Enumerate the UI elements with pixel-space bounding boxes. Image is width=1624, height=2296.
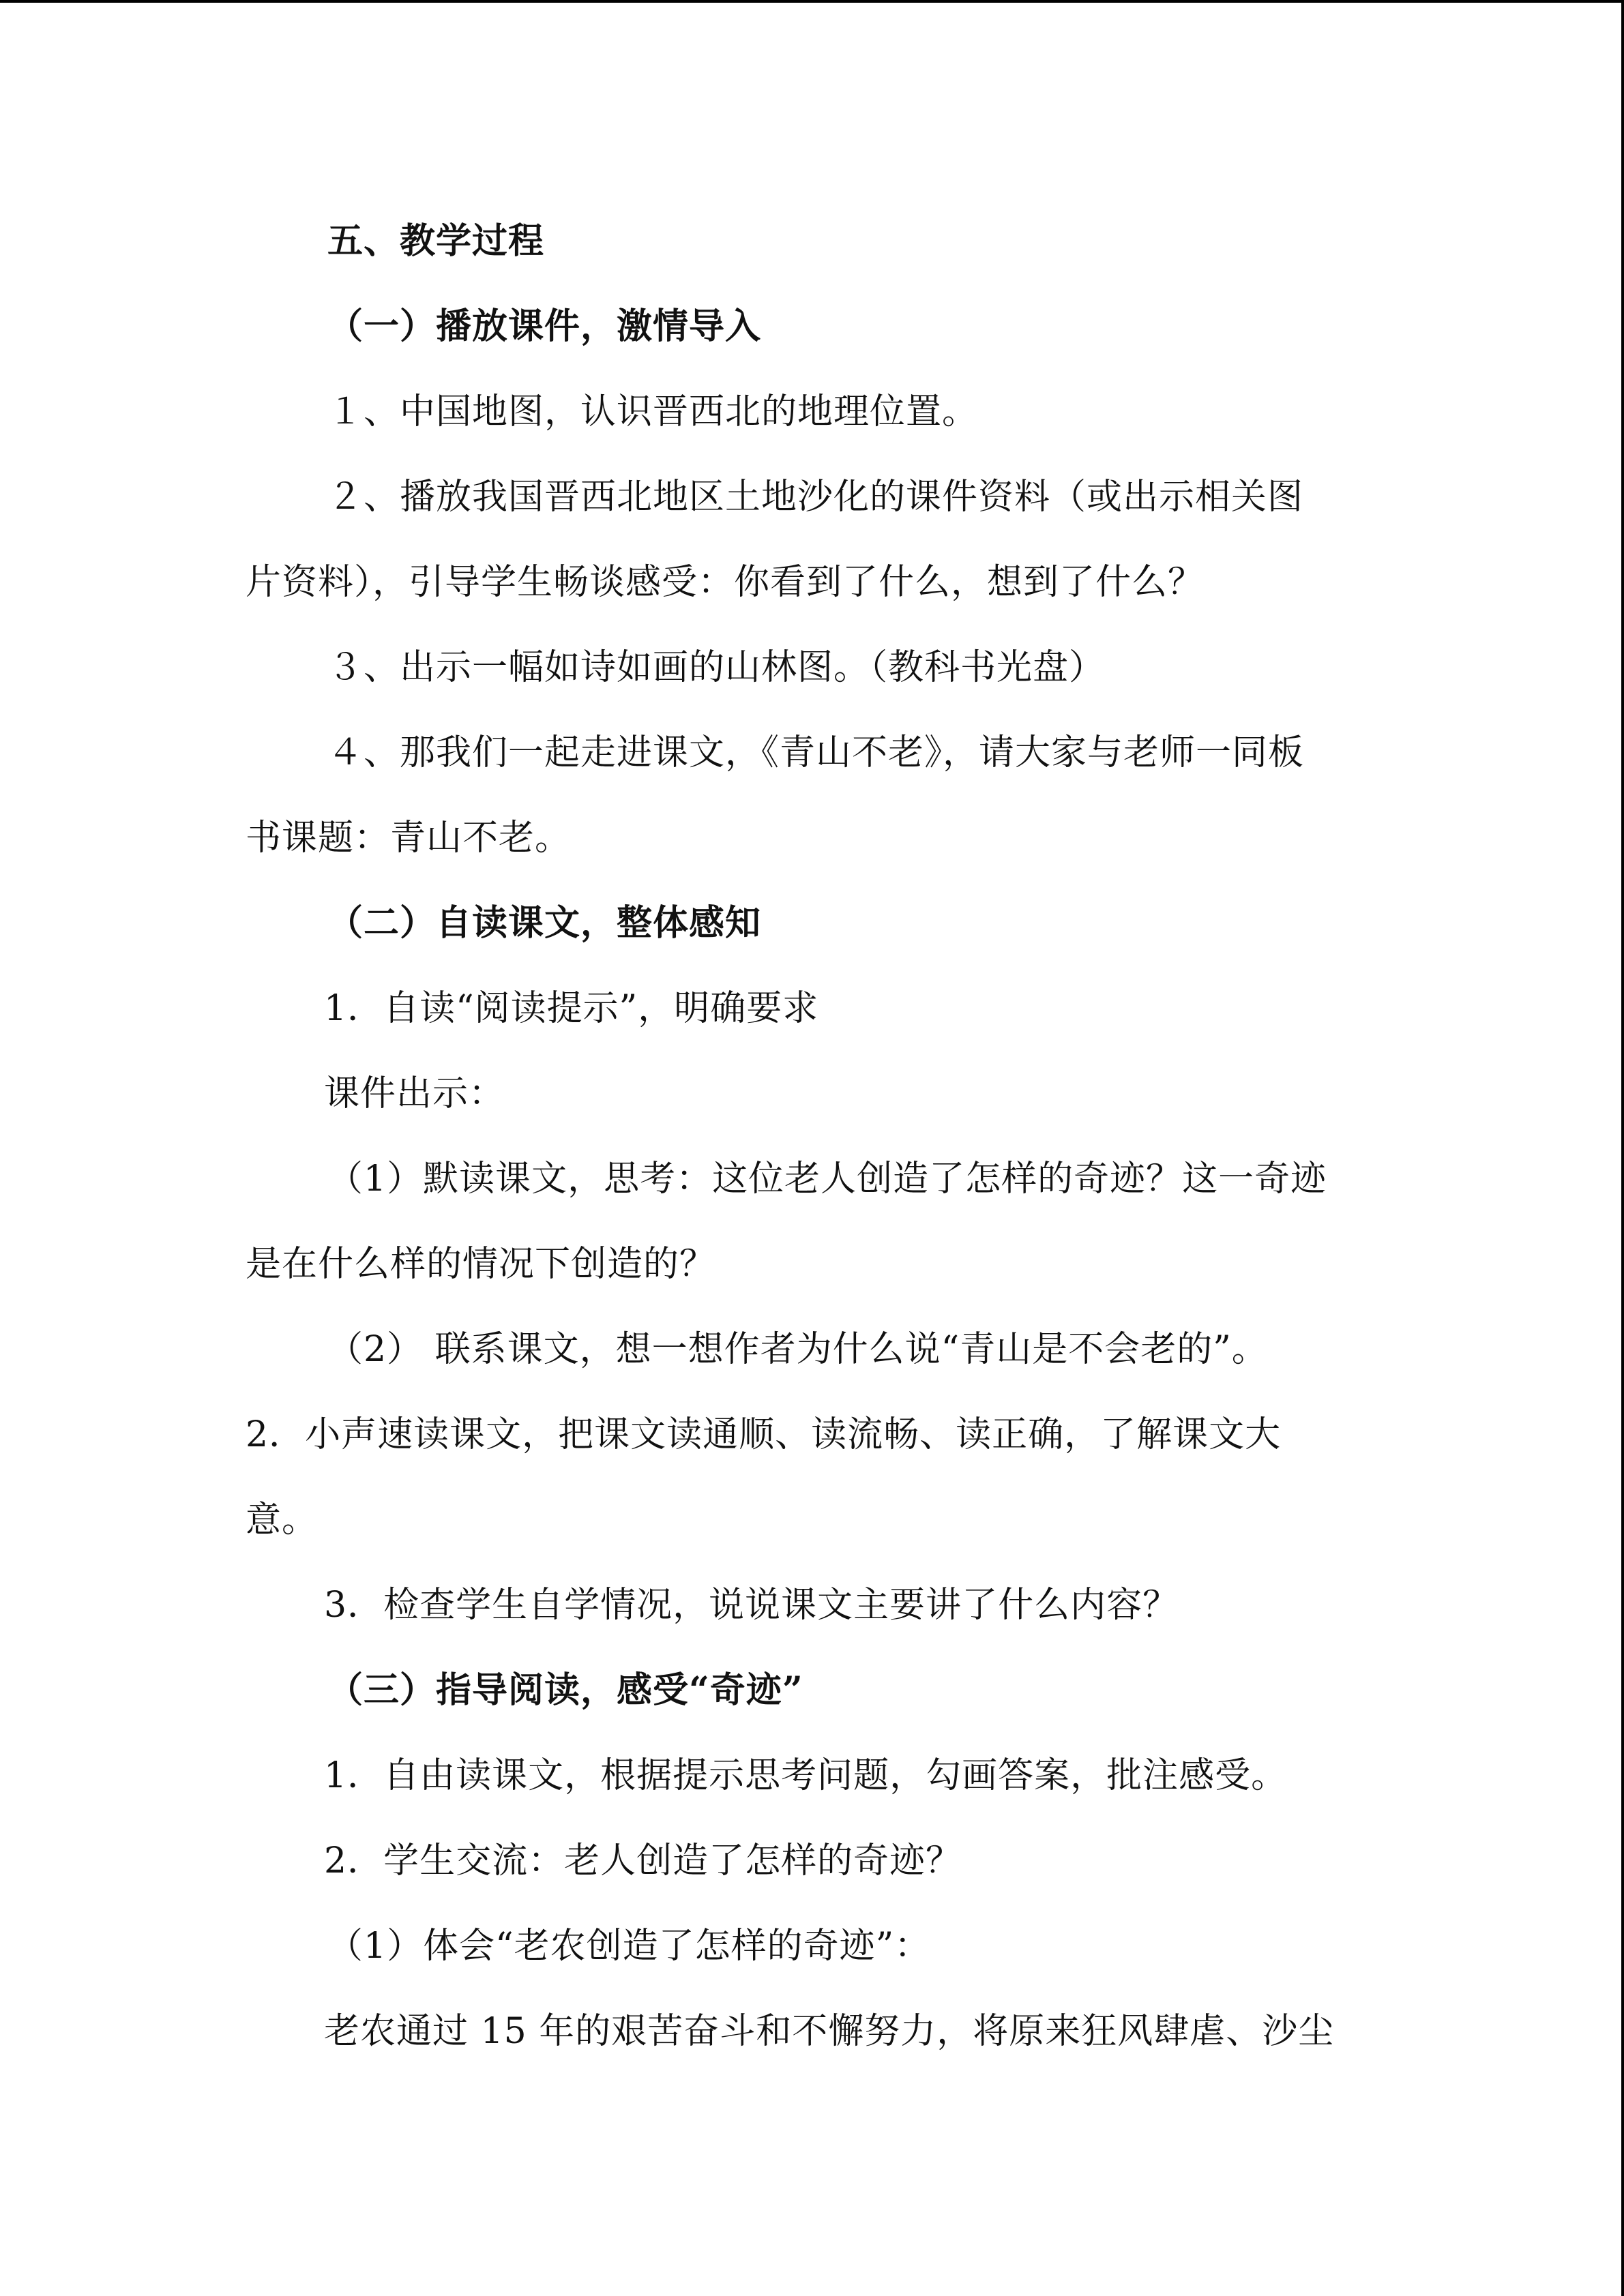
paragraph-line: （1）默读课文，思考：这位老人创造了怎样的奇迹？这一奇迹 [327, 1159, 1327, 1199]
paragraph-line: 是在什么样的情况下创造的？ [246, 1244, 716, 1285]
paragraph-line: 意。 [246, 1500, 319, 1540]
paragraph-line: 课件出示： [324, 1073, 505, 1114]
paragraph-line: ２、播放我国晋西北地区土地沙化的课件资料（或出示相关图 [327, 477, 1304, 518]
paragraph-line: 1．自读“阅读提示”，明确要求 [324, 988, 819, 1029]
section-heading: 五、教学过程 [327, 220, 545, 262]
subsection-heading: （二）自读课文，整体感知 [327, 902, 762, 944]
paragraph-line: 2．学生交流：老人创造了怎样的奇迹？ [324, 1840, 962, 1881]
paragraph-line: １、中国地图，认识晋西北的地理位置。 [327, 391, 979, 432]
paragraph-line: 片资料），引导学生畅谈感受：你看到了什么，想到了什么？ [246, 562, 1205, 603]
paragraph-line: 书课题：青山不老。 [246, 818, 572, 859]
paragraph-line: 1．自由读课文，根据提示思考问题，勾画答案，批注感受。 [324, 1755, 1288, 1796]
paragraph-line: ３、出示一幅如诗如画的山林图。（教科书光盘） [327, 647, 1106, 688]
paragraph-line: （2） 联系课文，想一想作者为什么说“青山是不会老的”。 [327, 1329, 1268, 1370]
subsection-heading: （一）播放课件，激情导入 [327, 305, 762, 347]
subsection-heading: （三）指导阅读，感受“奇迹” [327, 1669, 803, 1711]
paragraph-line: 2．小声速读课文，把课文读通顺、读流畅、读正确，了解课文大 [246, 1414, 1282, 1455]
paragraph-line: （1）体会“老农创造了怎样的奇迹”： [327, 1926, 931, 1967]
paragraph-line: ４、那我们一起走进课文，《青山不老》，请大家与老师一同板 [327, 732, 1305, 773]
paragraph-line: 3．检查学生自学情况，说说课文主要讲了什么内容？ [324, 1585, 1179, 1626]
paragraph-line: 老农通过 15 年的艰苦奋斗和不懈努力，将原来狂风肆虐、沙尘 [324, 2011, 1335, 2052]
